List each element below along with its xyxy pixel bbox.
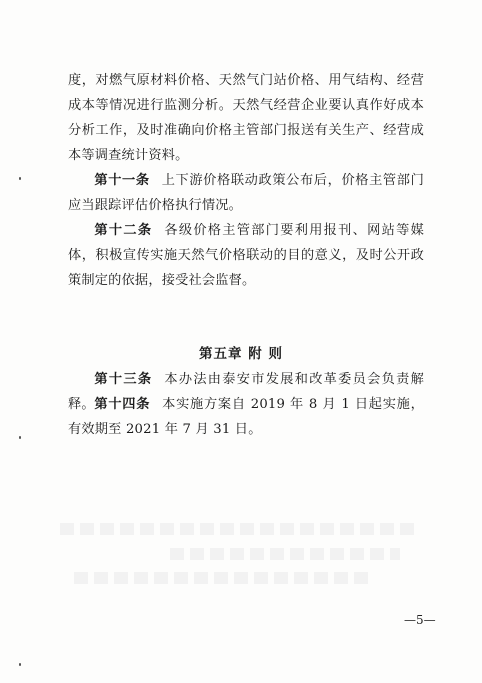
- paragraph-continued: 度，对燃气原材料价格、天然气门站价格、用气结构、经营成本等情况进行监测分析。天然气经营企业要认真作好成本分析工作，及时准确向价格主管部门报送有关生产、经营成本等调查统计资料。: [68, 73, 424, 163]
- faint-bleedthrough: [60, 523, 420, 535]
- article-12-text: 各级价格主管部门要利用报刊、网站等媒体，积极宣传实施天然气价格联动的目的意义，及时公开政策制定的依据，接受社会监督。: [68, 223, 424, 288]
- faint-bleedthrough: [170, 548, 400, 560]
- margin-mark: [19, 663, 21, 666]
- article-11-text: 上下游价格联动政策公布后，价格主管部门应当跟踪评估价格执行情况。: [68, 173, 424, 213]
- article-14-paragraph: [68, 392, 424, 442]
- margin-mark: [19, 436, 21, 439]
- article-14-text: 本实施方案自 2019 年 8 月 1 日起实施，有效期至 2021 年 7 月 31 日。: [68, 397, 424, 437]
- article-12-paragraph: [68, 218, 424, 293]
- page-number: —5—: [404, 613, 436, 627]
- article-11-number: 第十一条: [94, 173, 150, 188]
- margin-mark: [19, 177, 21, 180]
- article-12-number: 第十二条: [94, 223, 153, 238]
- article-13-number: 第十三条: [94, 372, 153, 387]
- article-14-number: 第十四条: [94, 397, 151, 412]
- article-11-paragraph: [68, 168, 424, 218]
- chapter-heading: 第五章 附 则: [199, 346, 283, 362]
- article-13-text: 本办法由泰安市发展和改革委员会负责解释。: [68, 372, 424, 412]
- faint-bleedthrough: [74, 572, 374, 584]
